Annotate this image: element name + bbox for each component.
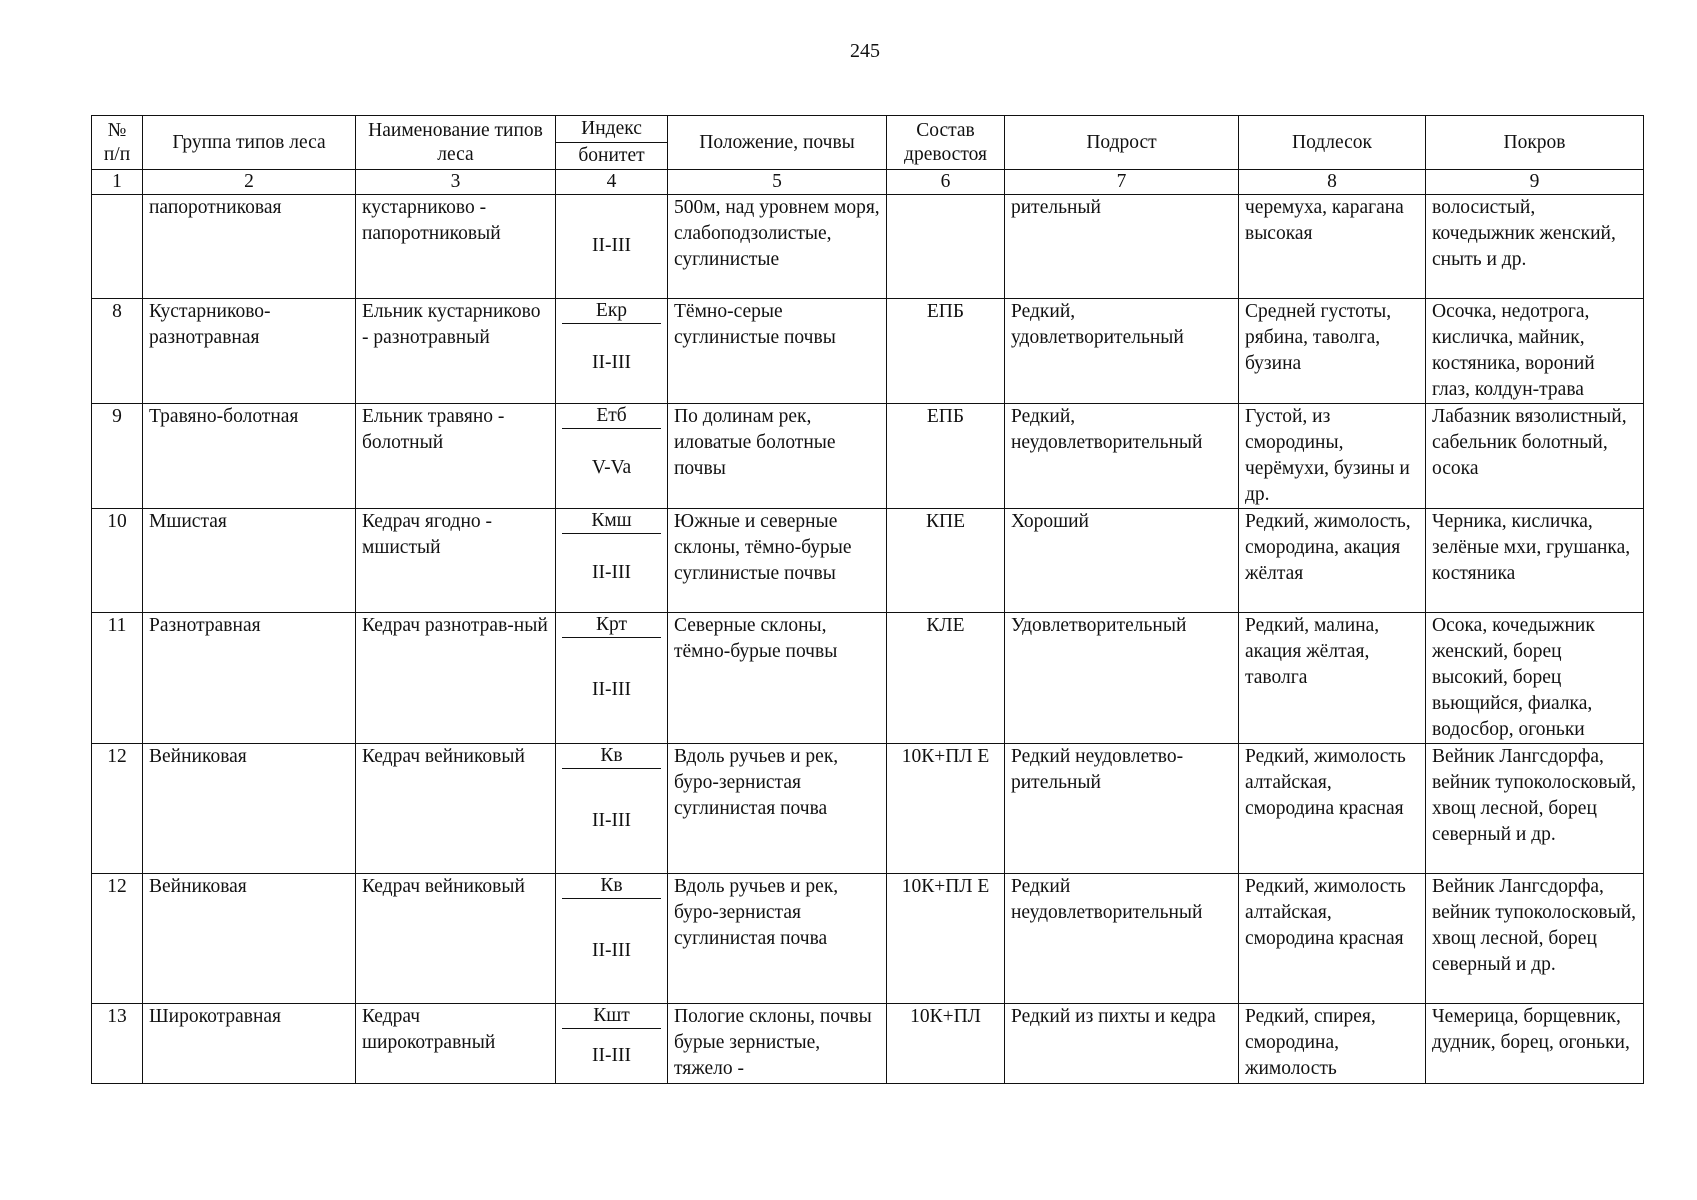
ground-cover-cell: Чемерица, борщевник, дудник, борец, огоньки, [1426, 1004, 1644, 1084]
forest-group-cell: Травяно-болотная [143, 404, 356, 509]
column-number: 4 [556, 170, 668, 195]
forest-types-table [91, 115, 1644, 1084]
type-index: Кв [562, 744, 661, 769]
table-body [92, 195, 1644, 1084]
forest-group-cell: папоротниковая [143, 195, 356, 299]
type-index: Кмш [562, 509, 661, 534]
bonitet-class: II-III [592, 810, 631, 831]
position-soil-cell: Вдоль ручьев и рек, буро-зернистая суглинистая почва [668, 744, 887, 874]
ground-cover-cell: Вейник Лангсдорфа, вейник тупоколосковый, хвощ лесной, борец северный и др. [1426, 874, 1644, 1004]
header-index: Индекс [556, 116, 668, 143]
page-number: 245 [850, 40, 880, 62]
header-understory: Подлесок [1239, 116, 1426, 170]
table-row [92, 613, 1644, 744]
undergrowth-cell: Хороший [1005, 509, 1239, 613]
undergrowth-cell: Редкий, удовлетворительный [1005, 299, 1239, 404]
bonitet-class: II-III [592, 235, 631, 256]
type-index: Етб [562, 404, 661, 429]
forest-type-name-cell: Ельник кустарниково - разнотравный [356, 299, 556, 404]
bonitet-class: II-III [592, 940, 631, 961]
row-number-cell: 11 [92, 613, 143, 744]
ground-cover-cell: Лабазник вязолистный, сабельник болотный, осока [1426, 404, 1644, 509]
header-position: Положение, почвы [668, 116, 887, 170]
undergrowth-cell: Редкий неудовлетворительный [1005, 874, 1239, 1004]
column-number: 1 [92, 170, 143, 195]
table-row [92, 299, 1644, 404]
stand-composition-cell: 10К+ПЛ Е [887, 874, 1005, 1004]
position-soil-cell: Северные склоны, тёмно-бурые почвы [668, 613, 887, 744]
forest-group-cell: Вейниковая [143, 744, 356, 874]
understory-cell: Густой, из смородины, черёмухи, бузины и др. [1239, 404, 1426, 509]
row-number-cell [92, 195, 143, 299]
header-row [92, 116, 1644, 143]
column-number-row [92, 170, 1644, 195]
forest-group-cell: Кустарниково-разнотравная [143, 299, 356, 404]
type-index: Екр [562, 299, 661, 324]
column-number: 3 [356, 170, 556, 195]
column-number: 5 [668, 170, 887, 195]
table-row [92, 1004, 1644, 1084]
forest-type-name-cell: Кедрач ягодно - мшистый [356, 509, 556, 613]
table-row [92, 744, 1644, 874]
bonitet-class: II-III [592, 562, 631, 583]
ground-cover-cell: волосистый, кочедыжник женский, сныть и др. [1426, 195, 1644, 299]
index-bonitet-cell [556, 299, 668, 404]
column-number: 7 [1005, 170, 1239, 195]
row-number-cell: 10 [92, 509, 143, 613]
header-group: Группа типов леса [143, 116, 356, 170]
column-number: 9 [1426, 170, 1644, 195]
undergrowth-cell: Редкий из пихты и кедра [1005, 1004, 1239, 1084]
forest-group-cell: Разнотравная [143, 613, 356, 744]
table-row [92, 404, 1644, 509]
table-row [92, 195, 1644, 299]
forest-type-name-cell: Кедрач широкотравный [356, 1004, 556, 1084]
position-soil-cell: Тёмно-серые суглинистые почвы [668, 299, 887, 404]
understory-cell: Редкий, спирея, смородина, жимолость [1239, 1004, 1426, 1084]
stand-composition-cell [887, 195, 1005, 299]
position-soil-cell: По долинам рек, иловатые болотные почвы [668, 404, 887, 509]
undergrowth-cell: Удовлетворительный [1005, 613, 1239, 744]
ground-cover-cell: Вейник Лангсдорфа, вейник тупоколосковый, хвощ лесной, борец северный и др. [1426, 744, 1644, 874]
forest-group-cell: Широкотравная [143, 1004, 356, 1084]
forest-type-name-cell: Кедрач вейниковый [356, 874, 556, 1004]
understory-cell: Редкий, малина, акация жёлтая, таволга [1239, 613, 1426, 744]
position-soil-cell: Южные и северные склоны, тёмно-бурые суглинистые почвы [668, 509, 887, 613]
row-number-cell: 12 [92, 874, 143, 1004]
column-number: 6 [887, 170, 1005, 195]
stand-composition-cell: ЕПБ [887, 299, 1005, 404]
header-composition: Состав древостоя [887, 116, 1005, 170]
header-bonitet: бонитет [556, 143, 668, 170]
stand-composition-cell: 10К+ПЛ [887, 1004, 1005, 1084]
ground-cover-cell: Осочка, недотрога, кисличка, майник, костяника, вороний глаз, колдун-трава [1426, 299, 1644, 404]
forest-group-cell: Вейниковая [143, 874, 356, 1004]
bonitet-class: V-Va [591, 457, 632, 478]
column-number: 2 [143, 170, 356, 195]
position-soil-cell: 500м, над уровнем моря, слабоподзолистые, суглинистые [668, 195, 887, 299]
forest-type-name-cell: кустарниково - папоротниковый [356, 195, 556, 299]
header-num: № п/п [92, 116, 143, 170]
bonitet-class: II-III [592, 679, 631, 700]
understory-cell: черемуха, карагана высокая [1239, 195, 1426, 299]
understory-cell: Редкий, жимолость алтайская, смородина красная [1239, 874, 1426, 1004]
header-cover: Покров [1426, 116, 1644, 170]
type-index: Кшт [562, 1004, 661, 1029]
forest-group-cell: Мшистая [143, 509, 356, 613]
undergrowth-cell: Редкий неудовлетво-рительный [1005, 744, 1239, 874]
stand-composition-cell: 10К+ПЛ Е [887, 744, 1005, 874]
index-bonitet-cell [556, 613, 668, 744]
index-bonitet-cell [556, 1004, 668, 1084]
row-number-cell: 8 [92, 299, 143, 404]
ground-cover-cell: Осока, кочедыжник женский, борец высокий, борец вьющийся, фиалка, водосбор, огоньки [1426, 613, 1644, 744]
stand-composition-cell: ЕПБ [887, 404, 1005, 509]
header-name: Наименование типов леса [356, 116, 556, 170]
stand-composition-cell: КПЕ [887, 509, 1005, 613]
forest-type-name-cell: Кедрач разнотрав-ный [356, 613, 556, 744]
undergrowth-cell: рительный [1005, 195, 1239, 299]
position-soil-cell: Вдоль ручьев и рек, буро-зернистая суглинистая почва [668, 874, 887, 1004]
index-bonitet-cell [556, 874, 668, 1004]
understory-cell: Редкий, жимолость, смородина, акация жёлтая [1239, 509, 1426, 613]
type-index: Крт [562, 613, 661, 638]
ground-cover-cell: Черника, кисличка, зелёные мхи, грушанка, костяника [1426, 509, 1644, 613]
understory-cell: Редкий, жимолость алтайская, смородина красная [1239, 744, 1426, 874]
row-number-cell: 9 [92, 404, 143, 509]
table-row [92, 874, 1644, 1004]
header-undergrowth: Подрост [1005, 116, 1239, 170]
stand-composition-cell: КЛЕ [887, 613, 1005, 744]
bonitet-class: II-III [592, 352, 631, 373]
row-number-cell: 12 [92, 744, 143, 874]
bonitet-class: II-III [592, 1045, 631, 1066]
undergrowth-cell: Редкий, неудовлетворительный [1005, 404, 1239, 509]
column-number: 8 [1239, 170, 1426, 195]
type-index: Кв [562, 874, 661, 899]
table-row [92, 509, 1644, 613]
index-bonitet-cell [556, 509, 668, 613]
row-number-cell: 13 [92, 1004, 143, 1084]
understory-cell: Средней густоты, рябина, таволга, бузина [1239, 299, 1426, 404]
index-bonitet-cell [556, 195, 668, 299]
position-soil-cell: Пологие склоны, почвы бурые зернистые, тяжело - [668, 1004, 887, 1084]
index-bonitet-cell [556, 744, 668, 874]
forest-type-name-cell: Ельник травяно - болотный [356, 404, 556, 509]
forest-type-name-cell: Кедрач вейниковый [356, 744, 556, 874]
index-bonitet-cell [556, 404, 668, 509]
